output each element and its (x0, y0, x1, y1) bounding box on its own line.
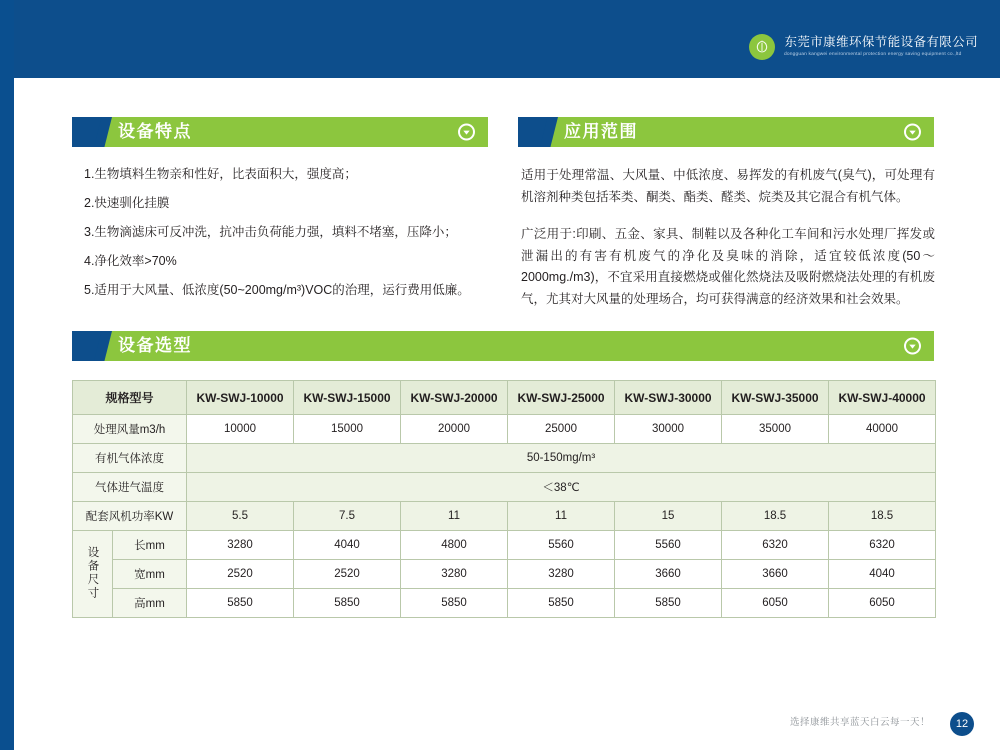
table-cell: 5560 (615, 531, 722, 560)
header-cell: KW-SWJ-25000 (508, 381, 615, 415)
table-cell: 5850 (294, 589, 401, 618)
dimension-group-label: 设备尺寸 (73, 531, 113, 618)
footer-slogan: 选择康维共享蓝天白云每一天！ (789, 717, 930, 728)
table-cell: 6050 (722, 589, 829, 618)
section-title-scope: 应用范围 (564, 122, 638, 141)
specification-table (72, 380, 934, 618)
table-cell: 15 (615, 502, 722, 531)
table-cell: 3280 (187, 531, 294, 560)
table-cell: 5850 (187, 589, 294, 618)
scope-paragraph: 广泛用于:印刷、五金、家具、制鞋以及各种化工车间和污水处理厂挥发或泄漏出的有害有机废气的净化及臭味的消除，适宜较低浓度(50～2000mg./m3)，不宜采用直接燃烧或催化然烧法及吸附燃烧法处理的有机废气，尤其对大风量的处理场合，均可获得满意的经济效果和社会效果。 (521, 227, 935, 306)
table-cell: 5.5 (187, 502, 294, 531)
table-cell: 18.5 (829, 502, 936, 531)
header-cell: 规格型号 (73, 381, 187, 415)
spec-table (72, 380, 936, 618)
table-cell: 6320 (722, 531, 829, 560)
table-cell: 5560 (508, 531, 615, 560)
table-cell: 3280 (508, 560, 615, 589)
header-cell: KW-SWJ-30000 (615, 381, 722, 415)
table-cell: 18.5 (722, 502, 829, 531)
table-cell: 30000 (615, 415, 722, 444)
table-cell: 3660 (722, 560, 829, 589)
table-row (73, 560, 936, 589)
table-row (73, 415, 936, 444)
footer-divider (72, 716, 762, 717)
table-cell: 40000 (829, 415, 936, 444)
table-cell: 5850 (508, 589, 615, 618)
row-label: 高mm (113, 589, 187, 618)
chevron-down-icon (458, 124, 475, 141)
row-label: 长mm (113, 531, 187, 560)
header-cell: KW-SWJ-15000 (294, 381, 401, 415)
table-cell: 11 (508, 502, 615, 531)
feature-item: 2.快速驯化挂膜 (84, 195, 170, 210)
table-cell: 4800 (401, 531, 508, 560)
features-text-block (84, 166, 484, 310)
chevron-down-icon (904, 124, 921, 141)
table-cell: 11 (401, 502, 508, 531)
header-cell: KW-SWJ-35000 (722, 381, 829, 415)
row-label: 处理风量m3/h (73, 415, 187, 444)
header-cell: KW-SWJ-40000 (829, 381, 936, 415)
section-bar (72, 331, 934, 361)
table-cell: 2520 (187, 560, 294, 589)
table-row (73, 502, 936, 531)
table-cell: 15000 (294, 415, 401, 444)
table-cell: 5850 (615, 589, 722, 618)
page-number-badge: 12 (950, 712, 974, 736)
table-cell: 5850 (401, 589, 508, 618)
table-cell: 35000 (722, 415, 829, 444)
section-header-model (72, 331, 934, 361)
company-name-en: dongguan kangwei environmental protection energy saving equipment co.,ltd (784, 51, 962, 58)
table-row (73, 444, 936, 473)
table-cell: 7.5 (294, 502, 401, 531)
page-header (14, 0, 1000, 78)
table-row (73, 473, 936, 502)
table-cell: 4040 (294, 531, 401, 560)
table-cell: 4040 (829, 560, 936, 589)
section-title-features: 设备特点 (118, 122, 192, 141)
row-label: 气体进气温度 (73, 473, 187, 502)
leaf-circle-logo (749, 34, 775, 60)
table-cell-merged: 50-150mg/m³ (187, 444, 936, 473)
feature-item: 1.生物填料生物亲和性好，比表面积大，强度高； (84, 167, 357, 181)
section-header-scope (518, 117, 934, 147)
table-cell-merged: ＜38℃ (187, 473, 936, 502)
scope-paragraph: 适用于处理常温、大风量、中低浓度、易挥发的有机废气(臭气)，可处理有机溶剂种类包括苯类、酮类、酯类、醛类、烷类及其它混合有机气体。 (521, 168, 935, 204)
table-cell: 25000 (508, 415, 615, 444)
feature-item: 5.适用于大风量、低浓度(50~200mg/m³)VOC的治理，运行费用低廉。 (84, 282, 470, 297)
section-header-features (72, 117, 488, 147)
feature-item: 3.生物滴滤床可反冲洗，抗冲击负荷能力强，填料不堵塞，压降小； (84, 224, 457, 239)
table-cell: 20000 (401, 415, 508, 444)
table-cell: 10000 (187, 415, 294, 444)
header-cell: KW-SWJ-10000 (187, 381, 294, 415)
feature-item: 4.净化效率>70% (84, 253, 177, 268)
left-accent-bar (0, 0, 14, 750)
scope-text-block (521, 165, 935, 326)
table-row (73, 531, 936, 560)
table-cell: 2520 (294, 560, 401, 589)
table-cell: 6320 (829, 531, 936, 560)
table-header-row (73, 381, 936, 415)
row-label: 配套风机功率KW (73, 502, 187, 531)
company-name-cn: 东莞市康维环保节能设备有限公司 (784, 35, 978, 50)
company-name-block (784, 36, 978, 57)
section-title-model: 设备选型 (118, 336, 192, 355)
row-label: 宽mm (113, 560, 187, 589)
header-cell: KW-SWJ-20000 (401, 381, 508, 415)
table-cell: 3660 (615, 560, 722, 589)
chevron-down-icon (904, 338, 921, 355)
table-cell: 3280 (401, 560, 508, 589)
table-row (73, 589, 936, 618)
row-label: 有机气体浓度 (73, 444, 187, 473)
table-cell: 6050 (829, 589, 936, 618)
company-brand (749, 34, 978, 60)
